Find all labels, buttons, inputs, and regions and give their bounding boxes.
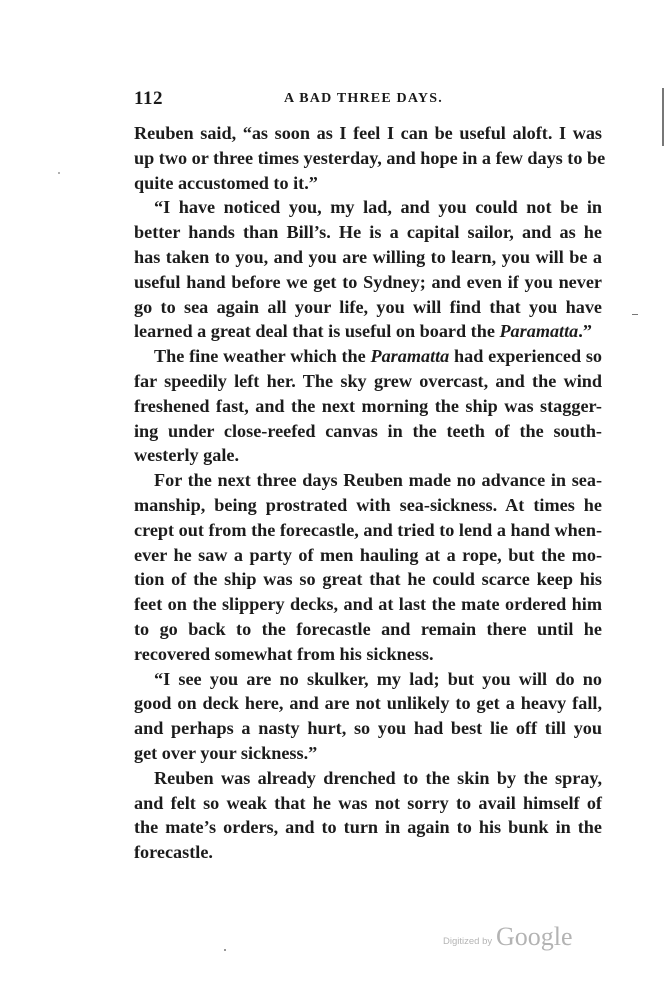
page-number: 112 [134,88,163,109]
text-line: and felt so weak that he was not sorry to avail himself of [134,792,602,813]
text-line: has taken to you, and you are willing to learn, you will be a [134,246,602,267]
text-line: useful hand before we get to Sydney; and even if you never [134,271,602,292]
text-line: Reuben said, “as soon as I feel I can be useful aloft. I was [134,123,602,143]
paragraph [134,766,602,865]
text-line: good on deck here, and are not unlikely to get a heavy fall, [134,693,602,714]
google-logo: Google [496,922,573,951]
scan-dot-mark [224,949,226,951]
text-line: Reuben was already drenched to the skin by the spray, [154,767,602,788]
text-line: go to sea again all your life, you will find that you have [134,296,602,317]
text-line: westerly gale. [134,445,240,466]
text-line: The fine weather which the Paramatta had experienced so [154,346,602,367]
text-line: ever he saw a party of men hauling at a rope, but the mo- [134,544,602,565]
running-header [134,88,589,112]
paragraph [134,667,602,766]
text-line: to go back to the forecastle and remain there until he [134,618,602,639]
paragraph [134,344,602,468]
paragraph [134,468,602,666]
paragraph [134,121,606,195]
text-line: “I see you are no skulker, my lad; but you will do no [154,668,602,689]
digitized-watermark [443,924,583,956]
text-line: far speedily left her. The sky grew overcast, and the wind [134,370,602,391]
text-line: freshened fast, and the next morning the ship was stagger- [134,395,602,416]
text-line: For the next three days Reuben made no advance in sea- [154,470,602,491]
scan-dot-mark [58,172,60,174]
digitized-by-label: Digitized by [443,936,493,947]
text-line: up two or three times yesterday, and hope in a few days to be [134,147,606,168]
text-line: quite accustomed to it.” [134,172,318,193]
text-line: better hands than Bill’s. He is a capital sailor, and as he [134,222,602,243]
text-line: crept out from the forecastle, and tried to lend a hand when- [134,519,602,540]
paragraph [134,195,602,344]
running-title: A BAD THREE DAYS. [284,91,443,106]
body-text [134,121,606,865]
text-line: tion of the ship was so great that he could scarce keep his [134,569,602,590]
text-line: and perhaps a nasty hurt, so you had best lie off till you [134,718,602,739]
text-line: recovered somewhat from his sickness. [134,643,434,664]
text-line: ing under close-reefed canvas in the teeth of the south- [134,420,602,441]
text-line: manship, being prostrated with sea-sickness. At times he [134,494,602,515]
text-line: feet on the slippery decks, and at last the mate ordered him [134,594,602,615]
text-line: “I have noticed you, my lad, and you could not be in [154,197,602,218]
text-line: forecastle. [134,842,213,863]
text-line: get over your sickness.” [134,742,318,763]
scan-dash-mark [632,314,638,315]
text-line: the mate’s orders, and to turn in again to his bunk in the [134,817,602,838]
scan-edge-mark [662,88,664,146]
text-line: learned a great deal that is useful on board the Paramatta.” [134,321,592,342]
